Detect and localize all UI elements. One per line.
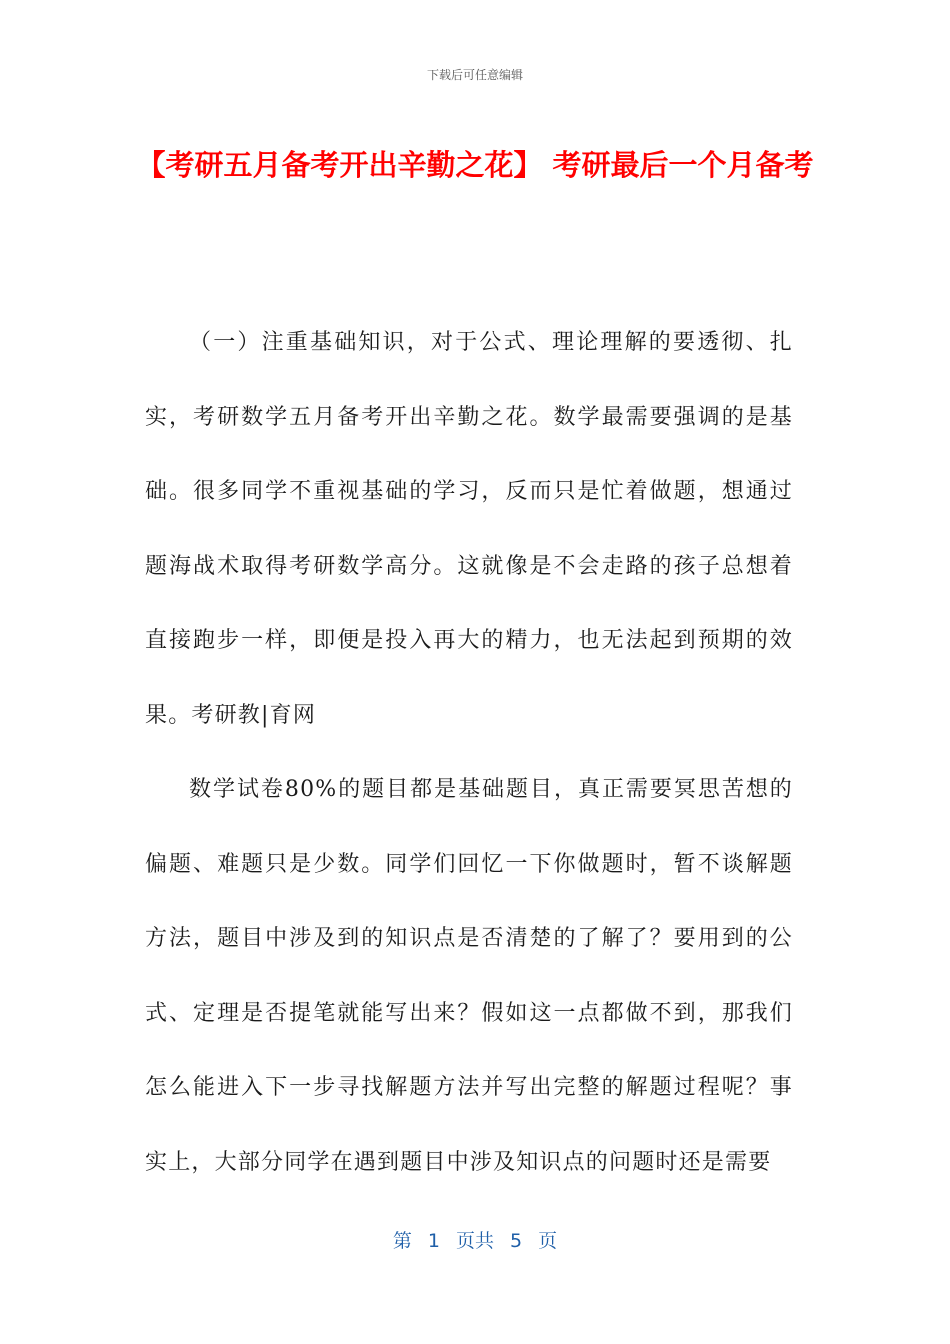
paragraph-2: 数学试卷80%的题目都是基础题目，真正需要冥思苦想的偏题、难题只是少数。同学们回忆一下你做题时，暂不谈解题方法，题目中涉及到的知识点是否清楚的了解了？要用到的公式、定理是否提笔就能写出来？假如这一点都做不到，那我们怎么能进入下一步寻找解题方法并写出完整的解题过程呢？事实上，大部分同学在遇到题目中涉及知识点的问题时还是需要 [145, 777, 793, 1175]
document-body [145, 306, 793, 1200]
header-note: 下载后可任意编辑 [426, 68, 523, 82]
page-footer [0, 1226, 950, 1253]
footer-current-page: 1 [427, 1230, 440, 1252]
footer-total-pages: 5 [510, 1230, 523, 1252]
paragraph-1: （一）注重基础知识，对于公式、理论理解的要透彻、扎实，考研数学五月备考开出辛勤之花。数学最需要强调的是基础。很多同学不重视基础的学习，反而只是忙着做题，想通过题海战术取得考研数学高分。这就像是不会走路的孩子总想着直接跑步一样，即便是投入再大的精力，也无法起到预期的效果。考研教|育网 [145, 330, 793, 728]
footer-label-end: 页 [538, 1230, 558, 1252]
document-title: 【考研五月备考开出辛勤之花】 考研最后一个月备考 [136, 148, 814, 182]
footer-label-total: 页共 [455, 1230, 494, 1252]
footer-label-page: 第 [392, 1230, 412, 1252]
